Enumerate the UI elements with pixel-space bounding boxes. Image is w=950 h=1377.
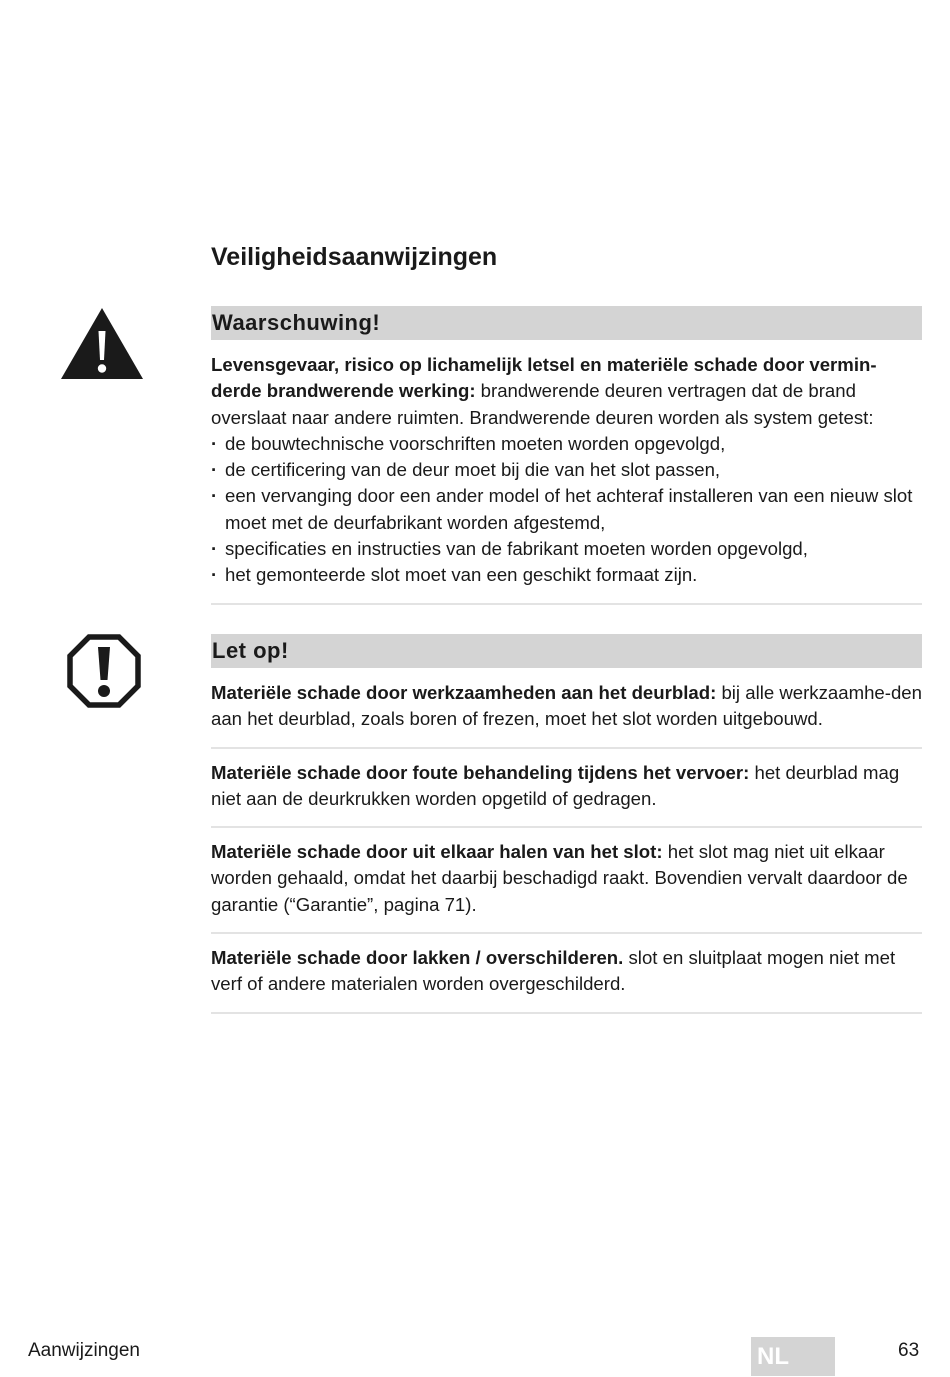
warning-bullet-list (211, 431, 922, 589)
warning-intro-text: brandwerende deuren vertragen dat de brand overslaat naar andere ruimten. Brandwerende deuren worden als system getest: (211, 380, 874, 428)
divider (211, 603, 922, 605)
caution-item (211, 945, 922, 998)
divider (211, 932, 922, 934)
list-item: · specificaties en instructies van de fabrikant moeten worden opgevolgd, (211, 536, 922, 562)
caution-item-bold: Materiële schade door werkzaamheden aan het deurblad: (211, 682, 717, 703)
list-item: · de certificering van de deur moet bij die van het slot passen, (211, 457, 922, 483)
warning-intro (211, 352, 922, 431)
divider (211, 826, 922, 828)
divider (211, 1012, 922, 1014)
page-number: 63 (898, 1340, 920, 1361)
list-item: · het gemonteerde slot moet van een geschikt formaat zijn. (211, 562, 922, 588)
caution-item (211, 839, 922, 918)
warning-section (211, 306, 922, 605)
caution-item-bold: Materiële schade door foute behandeling tijdens het vervoer: (211, 761, 750, 783)
caution-item-text: het slot mag niet uit elkaar worden gehaald, omdat het daarbij beschadigd raakt. Bovendien vervalt daardoor de garantie (“Garantie”, pagina 71). (211, 841, 908, 915)
exclamation-octagon-icon (67, 634, 141, 708)
caution-item (211, 760, 922, 813)
language-badge: NL (751, 1337, 835, 1376)
list-item: · de bouwtechnische voorschriften moeten worden opgevolgd, (211, 431, 922, 457)
divider (211, 747, 922, 749)
warning-intro-bold: Levensgevaar, risico op lichamelijk letsel en materiële schade door vermin-derde brandwerende werking: (211, 354, 877, 402)
warning-triangle-icon (60, 307, 144, 380)
caution-item-text: het deurblad mag niet aan de deurkrukken worden opgetild of gedragen. (211, 761, 900, 809)
caution-item (211, 680, 922, 733)
caution-section (211, 634, 922, 1014)
footer-section-label: Aanwijzingen (28, 1340, 140, 1361)
caution-header: Let op! (211, 634, 922, 668)
caution-item-bold: Materiële schade door lakken / overschilderen. (211, 947, 624, 969)
caution-item-text: slot en sluitplaat mogen niet met verf of andere materialen worden overgeschilderd. (211, 947, 896, 995)
warning-header: Waarschuwing! (211, 306, 922, 340)
list-item: · een vervanging door een ander model of het achteraf installeren van een nieuw slot moet met de deurfabrikant worden afgestemd, (211, 483, 922, 536)
caution-item-text: bij alle werkzaamhe-den aan het deurblad, zoals boren of frezen, moet het slot worden uitgebouwd. (211, 682, 922, 730)
page-title: Veiligheidsaanwijzingen (211, 243, 498, 271)
caution-item-bold: Materiële schade door uit elkaar halen van het slot: (211, 841, 663, 863)
